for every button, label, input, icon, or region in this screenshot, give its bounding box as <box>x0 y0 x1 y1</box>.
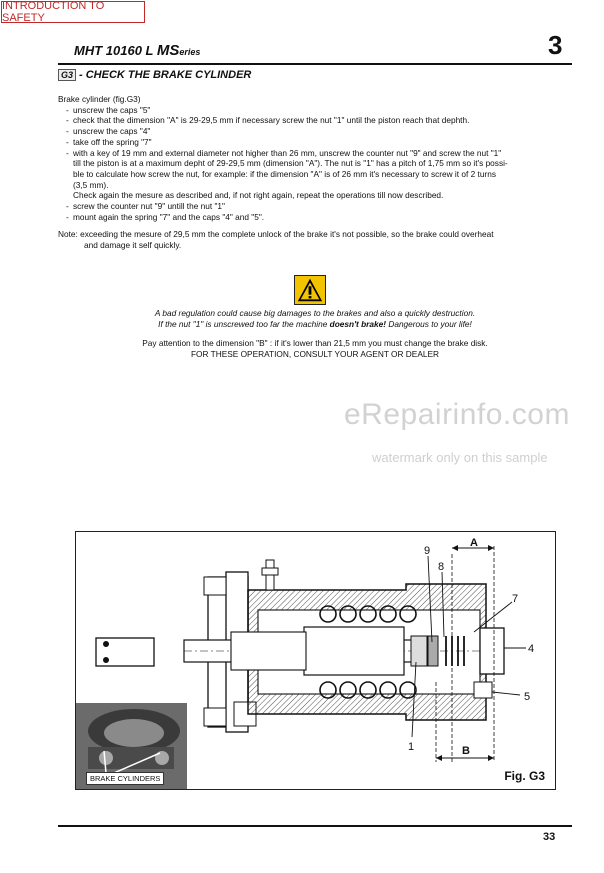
step5-line: - with a key of 19 mm and external diameter not higher than 26 mm, unscrew the counter nut "9" and screw the nut "1" <box>73 147 502 158</box>
procedure-steps <box>58 105 572 223</box>
brake-cylinders-photo <box>76 703 187 790</box>
ms-label: MS <box>156 42 180 59</box>
callout-1: 1 <box>408 741 415 753</box>
section-heading <box>58 69 251 81</box>
step-item <box>66 148 572 202</box>
step5-line: till the piston is at a maximum depht of 29-29,5 mm (dimension "A"). The nut is "1" has a pitch of 1,75 mm so it's possi- <box>73 158 508 169</box>
page-number: 33 <box>543 831 556 843</box>
callout-8: 8 <box>438 561 445 573</box>
section-badge: G3 <box>58 69 76 81</box>
warning-emphasis: doesn't brake! <box>329 319 387 329</box>
note-line: and damage it self quickly. <box>84 240 182 251</box>
figure-caption: Fig. G3 <box>504 769 545 783</box>
warning-text: Dangerous to your life! <box>386 319 472 329</box>
step-item: - check that the dimension "A" is 29-29,5 mm if necessary screw the nut "1" until the piston reach that dephth. <box>66 115 572 126</box>
step-item: - take off the spring "7" <box>66 137 572 148</box>
procedure-intro: Brake cylinder (fig.G3) <box>58 94 141 104</box>
step5-line: (3,5 mm). <box>73 179 109 190</box>
introduction-to-safety-link[interactable]: INTRODUCTION TO SAFETY <box>1 1 145 23</box>
warning-line <box>58 319 572 330</box>
step5-line: Check again the mesure as described and, if not right again, repeat the operations till now described. <box>73 190 444 201</box>
dimension-a-label: A <box>470 537 478 549</box>
note-paragraph <box>58 229 572 250</box>
callout-7: 7 <box>512 593 519 605</box>
step-item: - screw the counter nut "9" untill the nut "1" <box>66 201 572 212</box>
header-divider <box>58 63 572 65</box>
note-line: Note: exceeding the mesure of 29,5 mm the complete unlock of the brake it's not possible, so the brake could overheat <box>58 229 494 240</box>
warning-line: A bad regulation could cause big damages to the brakes and also a quickly destruction. <box>154 308 476 318</box>
callout-4: 4 <box>528 643 535 655</box>
warning-text: If the nut "1" is unscrewed too far the machine <box>158 319 330 329</box>
brake-cylinder-figure <box>75 531 556 790</box>
document-model-title <box>74 42 200 59</box>
callout-5: 5 <box>524 691 531 703</box>
warning-triangle-icon <box>294 275 326 305</box>
watermark-brand: eRepairinfo.com <box>344 398 570 431</box>
consult-dealer-text: FOR THESE OPERATION, CONSULT YOUR AGENT OR DEALER <box>190 349 440 359</box>
chapter-number: 3 <box>548 30 563 60</box>
dimension-b-instruction: Pay attention to the dimension "B" : if it's lower than 21,5 mm you must change the brake disk. <box>142 338 488 348</box>
step-item: - mount again the spring "7" and the caps "4" and "5". <box>66 212 572 223</box>
step-item: - unscrew the caps "5" <box>66 105 572 116</box>
step-item: - unscrew the caps "4" <box>66 126 572 137</box>
model-name: MHT 10160 L <box>74 43 154 58</box>
warning-block <box>58 308 572 360</box>
procedure-text <box>58 94 572 251</box>
series-label: eries <box>179 47 201 57</box>
photo-label: BRAKE CYLINDERS <box>86 772 164 785</box>
footer-divider <box>58 825 572 827</box>
section-title: - CHECK THE BRAKE CYLINDER <box>79 69 252 81</box>
step5-line: ble to calculate how screw the nut, for example: if the dimension "A" is of 26 mm it's necessary to screw it of 2 turns <box>73 168 496 179</box>
dimension-b-label: B <box>462 745 470 757</box>
watermark-subtitle: watermark only on this sample <box>372 450 548 465</box>
callout-9: 9 <box>424 545 431 557</box>
